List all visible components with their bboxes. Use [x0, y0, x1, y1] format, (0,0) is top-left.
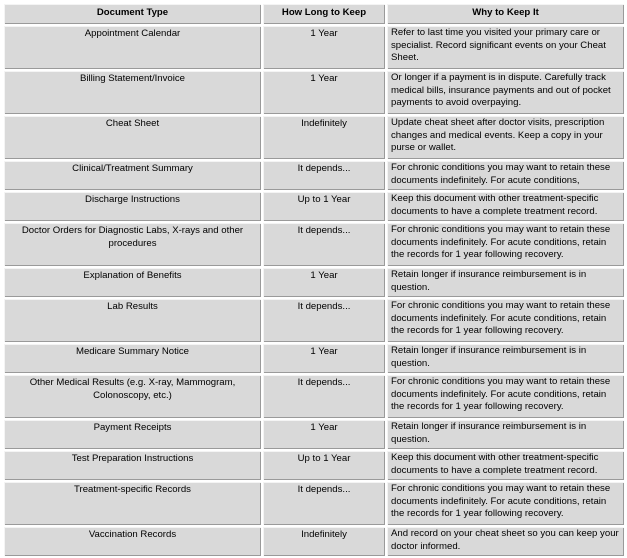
cell-how-long: It depends...	[263, 161, 385, 190]
table-row	[4, 116, 624, 159]
cell-document-type: Other Medical Results (e.g. X-ray, Mammogram, Colonoscopy, etc.)	[4, 375, 261, 418]
table-row	[4, 451, 624, 480]
cell-why: For chronic conditions you may want to retain these documents indefinitely. For acute conditions, retain the records for 1 year following recovery.	[387, 375, 624, 418]
cell-document-type: Billing Statement/Invoice	[4, 71, 261, 114]
header-row	[4, 4, 624, 24]
table-row	[4, 482, 624, 525]
cell-document-type: Doctor Orders for Diagnostic Labs, X-rays and other procedures	[4, 223, 261, 266]
header-why: Why to Keep It	[387, 4, 624, 24]
records-retention-table	[2, 2, 626, 558]
cell-how-long: Up to 1 Year	[263, 451, 385, 480]
table-row	[4, 375, 624, 418]
cell-document-type: Clinical/Treatment Summary	[4, 161, 261, 190]
table-row	[4, 192, 624, 221]
cell-why: Keep this document with other treatment-specific documents to have a complete treatment record.	[387, 192, 624, 221]
table-row	[4, 223, 624, 266]
cell-how-long: 1 Year	[263, 71, 385, 114]
cell-document-type: Discharge Instructions	[4, 192, 261, 221]
cell-how-long: It depends...	[263, 223, 385, 266]
cell-document-type: Test Preparation Instructions	[4, 451, 261, 480]
cell-document-type: Explanation of Benefits	[4, 268, 261, 297]
cell-why: Retain longer if insurance reimbursement is in question.	[387, 268, 624, 297]
cell-why: And record on your cheat sheet so you can keep your doctor informed.	[387, 527, 624, 556]
cell-how-long: It depends...	[263, 375, 385, 418]
table-row	[4, 344, 624, 373]
cell-why: For chronic conditions you may want to retain these documents indefinitely. For acute conditions, retain the records for 1 year following recovery.	[387, 223, 624, 266]
table-row	[4, 161, 624, 190]
cell-how-long: It depends...	[263, 482, 385, 525]
cell-why: For chronic conditions you may want to retain these documents indefinitely. For acute conditions, retain the records for 1 year following recovery.	[387, 299, 624, 342]
table-row	[4, 268, 624, 297]
cell-how-long: 1 Year	[263, 268, 385, 297]
cell-why: Retain longer if insurance reimbursement is in question.	[387, 420, 624, 449]
cell-document-type: Medicare Summary Notice	[4, 344, 261, 373]
cell-why: Update cheat sheet after doctor visits, prescription changes and medical events. Keep a copy in your purse or wallet.	[387, 116, 624, 159]
cell-why: Or longer if a payment is in dispute. Carefully track medical bills, insurance payments and out of pocket payments to avoid overpaying.	[387, 71, 624, 114]
cell-document-type: Cheat Sheet	[4, 116, 261, 159]
header-how-long: How Long to Keep	[263, 4, 385, 24]
cell-how-long: 1 Year	[263, 420, 385, 449]
cell-why: Refer to last time you visited your primary care or specialist. Record significant events on your Cheat Sheet.	[387, 26, 624, 69]
cell-document-type: Appointment Calendar	[4, 26, 261, 69]
cell-document-type: Lab Results	[4, 299, 261, 342]
table-row	[4, 26, 624, 69]
cell-document-type: Vaccination Records	[4, 527, 261, 556]
table-row	[4, 420, 624, 449]
cell-how-long: Indefinitely	[263, 116, 385, 159]
header-document-type: Document Type	[4, 4, 261, 24]
cell-how-long: 1 Year	[263, 26, 385, 69]
cell-why: For chronic conditions you may want to retain these documents indefinitely. For acute conditions,	[387, 161, 624, 190]
cell-why: For chronic conditions you may want to retain these documents indefinitely. For acute conditions, retain the records for 1 year following recovery.	[387, 482, 624, 525]
cell-how-long: 1 Year	[263, 344, 385, 373]
table-row	[4, 71, 624, 114]
cell-document-type: Payment Receipts	[4, 420, 261, 449]
cell-document-type: Treatment-specific Records	[4, 482, 261, 525]
cell-why: Keep this document with other treatment-specific documents to have a complete treatment record.	[387, 451, 624, 480]
table-row	[4, 299, 624, 342]
cell-why: Retain longer if insurance reimbursement is in question.	[387, 344, 624, 373]
cell-how-long: Indefinitely	[263, 527, 385, 556]
table-row	[4, 527, 624, 556]
cell-how-long: It depends...	[263, 299, 385, 342]
cell-how-long: Up to 1 Year	[263, 192, 385, 221]
